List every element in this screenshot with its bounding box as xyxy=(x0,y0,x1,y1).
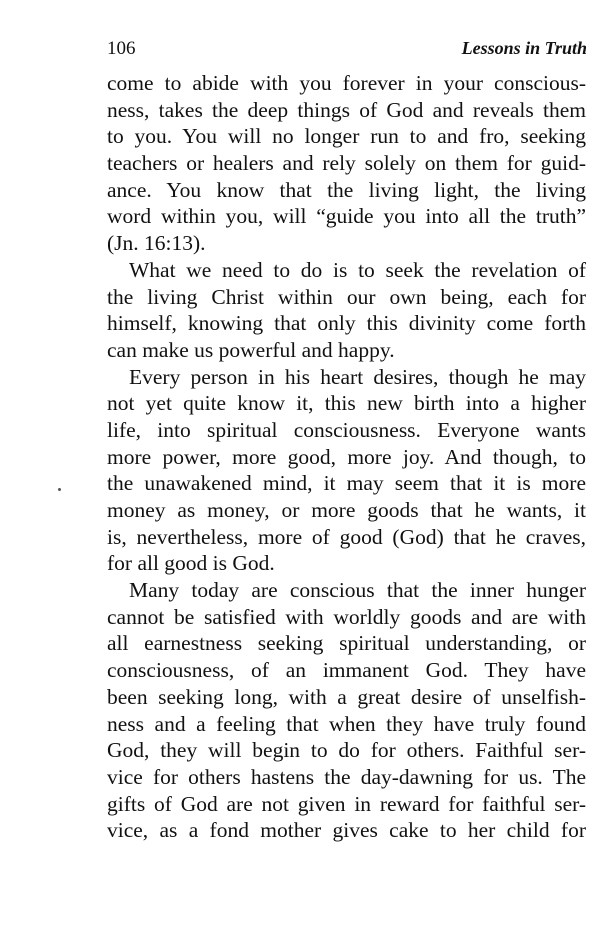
text-line: himself, knowing that only this divinity come forth xyxy=(107,311,586,336)
scan-speck xyxy=(58,488,61,491)
text-line: for all good is God. xyxy=(107,551,275,576)
text-line: come to abide with you forever in your conscious- xyxy=(107,71,586,95)
text-line: ness, takes the deep things of God and reveals them xyxy=(107,97,586,122)
text-line: ance. You know that the living light, the living xyxy=(107,177,586,202)
text-line: all earnestness seeking spiritual understanding, or xyxy=(107,631,586,656)
text-line: been seeking long, with a great desire of unselfish- xyxy=(107,684,586,709)
text-line: cannot be satisfied with worldly goods and are with xyxy=(107,604,586,629)
page-header xyxy=(107,38,587,62)
text-line: What we need to do is to seek the revelation of xyxy=(129,257,586,282)
text-line: the living Christ within our own being, each for xyxy=(107,284,586,309)
running-title: Lessons in Truth xyxy=(461,38,587,58)
text-line: consciousness, of an immanent God. They have xyxy=(107,658,586,683)
paragraph xyxy=(107,364,586,578)
page-number: 106 xyxy=(107,38,136,59)
text-line: the unawakened mind, it may seem that it is more xyxy=(107,471,586,496)
text-line: life, into spiritual consciousness. Everyone wants xyxy=(107,417,586,442)
text-line: gifts of God are not given in reward for faithful ser- xyxy=(107,791,586,816)
paragraph xyxy=(107,70,586,257)
text-line: vice for others hastens the day-dawning for us. The xyxy=(107,764,586,789)
text-line: (Jn. 16:13). xyxy=(107,231,206,256)
text-line: Every person in his heart desires, though he may xyxy=(129,364,586,389)
body-text xyxy=(107,70,586,844)
text-line: can make us powerful and happy. xyxy=(107,337,395,362)
text-line: more power, more good, more joy. And though, to xyxy=(107,444,586,469)
paragraph xyxy=(107,577,586,844)
text-line: to you. You will no longer run to and fro, seeking xyxy=(107,124,586,149)
paragraph xyxy=(107,257,586,364)
text-line: is, nevertheless, more of good (God) that he craves, xyxy=(107,524,586,549)
text-line: word within you, will “guide you into all the truth” xyxy=(107,204,586,229)
text-line: Many today are conscious that the inner hunger xyxy=(129,578,586,603)
text-line: not yet quite know it, this new birth into a higher xyxy=(107,391,586,416)
text-line: teachers or healers and rely solely on them for guid- xyxy=(107,151,586,176)
text-line: God, they will begin to do for others. Faithful ser- xyxy=(107,738,586,763)
text-line: ness and a feeling that when they have truly found xyxy=(107,711,586,736)
text-line: money as money, or more goods that he wants, it xyxy=(107,498,586,522)
text-line: vice, as a fond mother gives cake to her child for xyxy=(107,818,586,843)
